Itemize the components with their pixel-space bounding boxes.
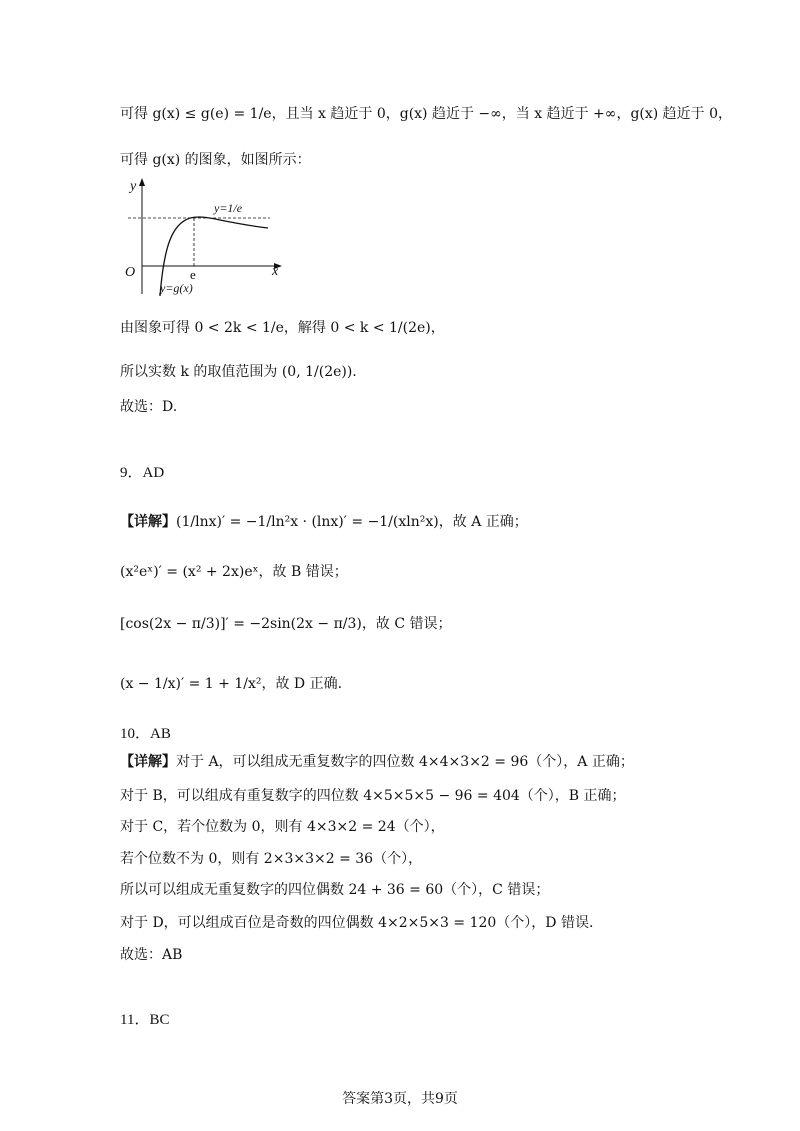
q10-line-4-text: 若个位数不为 0，则有 2×3×3×2 = 36（个），	[120, 851, 423, 867]
q10-line-5	[120, 880, 549, 900]
text-line-1	[120, 104, 732, 124]
q10-line-7	[120, 945, 182, 965]
q10-line-4	[120, 849, 422, 869]
q10-line-7-text: 故选：AB	[120, 947, 183, 963]
q10-line-1-text: 对于 A，可以组成无重复数字的四位数 4×4×3×2 = 96（个），A 正确；	[176, 754, 634, 770]
question-11-header: 11．BC	[120, 1012, 170, 1028]
text-line-5	[120, 397, 177, 417]
q10-line-3	[120, 817, 445, 837]
q9-option-c	[120, 614, 451, 634]
q10-detail-tag: 【详解】	[120, 755, 176, 770]
y-axis-label: y	[130, 179, 137, 194]
line-1-text: 可得 g(x) ≤ g(e) = 1/e，且当 x 趋近于 0，g(x) 趋近于 −∞，当 x 趋近于 +∞，g(x) 趋近于 0，	[120, 106, 733, 122]
y-axis-arrow	[139, 178, 145, 186]
line-5-text: 故选：D.	[120, 399, 178, 415]
q9-option-b	[120, 562, 348, 582]
line-4-text: 所以实数 k 的取值范围为 (0, 1/(2e)).	[120, 364, 357, 380]
line-3-text: 由图象可得 0 < 2k < 1/e，解得 0 < k < 1/(2e)，	[120, 320, 445, 336]
function-graph	[120, 176, 290, 302]
x-axis-label: x	[272, 264, 279, 279]
q10-line-2	[120, 786, 626, 806]
q10-line-1	[120, 752, 634, 773]
origin-label: O	[125, 265, 136, 280]
page-footer: 答案第3页，共9页	[342, 1091, 458, 1107]
question-10-header: 10．AB	[120, 726, 171, 742]
q9-c-text: [cos(2x − π/3)]′ = −2sin(2x − π/3)，故 C 错误；	[120, 616, 452, 632]
q9-a-text: (1/lnx)′ = −1/ln²x · (lnx)′ = −1/(xln²x)，故 A 正确；	[176, 514, 528, 530]
q10-line-6-text: 对于 D，可以组成百位是奇数的四位偶数 4×2×5×3 = 120（个），D 错误.	[120, 915, 594, 931]
question-9-header: 9．AD	[120, 465, 165, 481]
line-2-text: 可得 g(x) 的图象，如图所示：	[120, 152, 311, 168]
q9-option-d	[120, 674, 342, 694]
q9-b-text: (x²eˣ)′ = (x² + 2x)eˣ，故 B 错误；	[120, 564, 348, 580]
tick-e-label: e	[190, 267, 196, 282]
q9-d-text: (x − 1/x)′ = 1 + 1/x²，故 D 正确.	[120, 676, 343, 692]
q10-line-3-text: 对于 C，若个位数为 0，则有 4×3×2 = 24（个），	[120, 819, 445, 835]
curve-label: y=g(x)	[160, 281, 193, 295]
text-line-4	[120, 362, 357, 382]
q10-line-5-text: 所以可以组成无重复数字的四位偶数 24 + 36 = 60（个），C 错误；	[120, 882, 550, 898]
q9-detail-tag: 【详解】	[120, 515, 176, 530]
text-line-3	[120, 318, 445, 338]
q10-line-6	[120, 913, 593, 933]
asymptote-label: y=1/e	[214, 201, 243, 215]
text-line-2	[120, 150, 311, 170]
q10-line-2-text: 对于 B，可以组成有重复数字的四位数 4×5×5×5 − 96 = 404（个），B 正确；	[120, 788, 626, 804]
q9-option-a	[120, 512, 528, 533]
